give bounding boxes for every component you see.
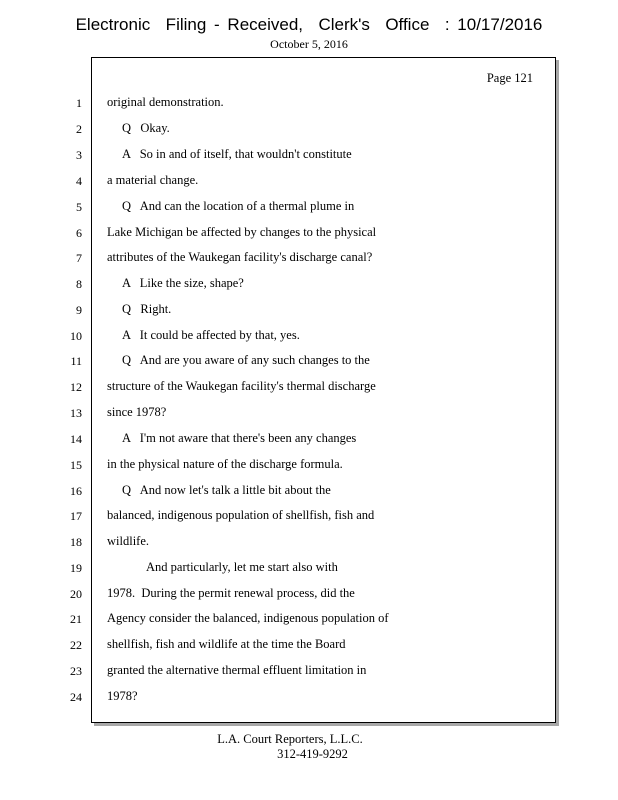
transcript-line: A Like the size, shape?: [122, 276, 244, 290]
transcript-line: And particularly, let me start also with: [146, 560, 338, 574]
transcript-line: A I'm not aware that there's been any changes: [122, 431, 357, 445]
line-number: 10: [70, 329, 82, 343]
line-number: 4: [76, 174, 82, 188]
line-number: 3: [76, 148, 82, 162]
transcript-date: October 5, 2016: [270, 37, 348, 51]
transcript-line: Q Okay.: [122, 121, 170, 135]
line-number: 9: [76, 303, 82, 317]
line-number: 14: [70, 432, 82, 446]
line-number: 5: [76, 200, 82, 214]
line-number: 24: [70, 690, 82, 704]
transcript-line: Q And are you aware of any such changes to the: [122, 353, 370, 367]
transcript-line: Q Right.: [122, 302, 172, 316]
line-number: 15: [70, 458, 82, 472]
transcript-line: a material change.: [107, 173, 199, 187]
page-number: Page 121: [486, 71, 533, 85]
transcript-line: A It could be affected by that, yes.: [122, 328, 300, 342]
transcript-line: shellfish, fish and wildlife at the time the Board: [107, 637, 346, 651]
footer-phone: 312-419-9292: [277, 747, 348, 761]
line-number: 8: [76, 277, 82, 291]
line-number: 13: [70, 406, 82, 420]
transcript-line: in the physical nature of the discharge formula.: [107, 457, 343, 471]
line-number: 12: [70, 380, 82, 394]
line-number: 11: [70, 354, 82, 368]
transcript-line: Agency consider the balanced, indigenous population of: [107, 611, 389, 625]
line-number: 20: [70, 587, 82, 601]
line-number: 19: [70, 561, 82, 575]
line-number: 18: [70, 535, 82, 549]
line-number: 22: [70, 638, 82, 652]
transcript-line: Q And can the location of a thermal plume in: [122, 199, 355, 213]
transcript-line: balanced, indigenous population of shellfish, fish and: [107, 508, 375, 522]
line-number: 21: [70, 612, 82, 626]
transcript-line: attributes of the Waukegan facility's discharge canal?: [107, 250, 373, 264]
line-number: 2: [76, 122, 82, 136]
transcript-line: Lake Michigan be affected by changes to the physical: [107, 225, 377, 239]
transcript-line: 1978. During the permit renewal process, did the: [107, 586, 355, 600]
transcript-line: original demonstration.: [107, 95, 224, 109]
line-number: 23: [70, 664, 82, 678]
line-number: 6: [76, 226, 82, 240]
transcript-line: Q And now let's talk a little bit about the: [122, 483, 331, 497]
transcript-line: 1978?: [107, 689, 138, 703]
line-number: 16: [70, 484, 82, 498]
line-number: 7: [76, 251, 82, 265]
transcript-line: wildlife.: [107, 534, 150, 548]
line-number: 17: [70, 509, 82, 523]
transcript-line: A So in and of itself, that wouldn't constitute: [122, 147, 352, 161]
filing-stamp-header: Electronic Filing - Received, Clerk's Office : 10/17/2016: [75, 15, 543, 34]
transcript-line: granted the alternative thermal effluent limitation in: [107, 663, 367, 677]
footer-company: L.A. Court Reporters, L.L.C.: [217, 732, 363, 746]
transcript-line: since 1978?: [107, 405, 167, 419]
line-number: 1: [76, 96, 82, 110]
transcript-line: structure of the Waukegan facility's thermal discharge: [107, 379, 376, 393]
